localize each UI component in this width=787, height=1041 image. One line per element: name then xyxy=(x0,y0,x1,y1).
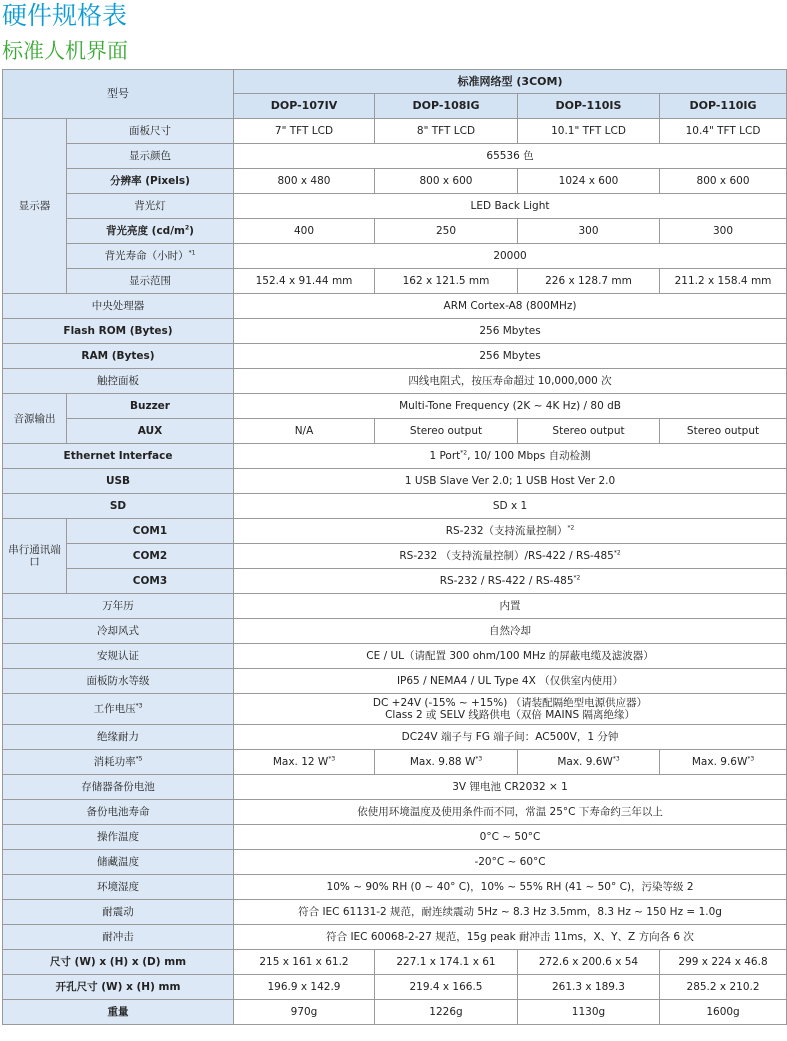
footnote-ref: *5 xyxy=(135,755,143,763)
table-row xyxy=(3,825,787,850)
row-label: Ethernet Interface xyxy=(3,444,234,469)
row-label: 耐震动 xyxy=(3,900,234,925)
footnote-ref: *1 xyxy=(188,249,196,257)
table-row xyxy=(3,469,787,494)
row-label: SD xyxy=(3,494,234,519)
table-cell: 1226g xyxy=(375,1000,518,1025)
row-label: USB xyxy=(3,469,234,494)
table-cell: 20000 xyxy=(234,244,787,269)
row-label: 显示范围 xyxy=(67,269,234,294)
table-cell: Stereo output xyxy=(518,419,660,444)
table-cell: 依使用环境温度及使用条件而不同，常温 25°C 下寿命约三年以上 xyxy=(234,800,787,825)
table-cell: 162 x 121.5 mm xyxy=(375,269,518,294)
table-row xyxy=(3,419,787,444)
table-cell xyxy=(234,694,787,725)
row-label: 显示颜色 xyxy=(67,144,234,169)
footnote-ref: *2 xyxy=(613,549,621,557)
row-label: RAM (Bytes) xyxy=(3,344,234,369)
row-label: COM2 xyxy=(67,544,234,569)
table-cell: 符合 IEC 60068-2-27 规范，15g peak 耐冲击 11ms，X、Y、Z 方向各 6 次 xyxy=(234,925,787,950)
table-cell: 1600g xyxy=(660,1000,787,1025)
table-cell xyxy=(375,750,518,775)
footnote-ref: *2 xyxy=(573,574,581,582)
cell-line: DC +24V (-15% ~ +15%) （请装配隔绝型电源供应器） xyxy=(372,697,648,709)
table-cell: N/A xyxy=(234,419,375,444)
row-label: 万年历 xyxy=(3,594,234,619)
table-cell: 1024 x 600 xyxy=(518,169,660,194)
table-cell: 300 xyxy=(660,219,787,244)
row-label: 安规认证 xyxy=(3,644,234,669)
table-cell: 内置 xyxy=(234,594,787,619)
cell-text: , 10/ 100 Mbps 自动检测 xyxy=(467,450,591,462)
row-label: 面板防水等级 xyxy=(3,669,234,694)
row-label: 开孔尺寸 (W) x (H) mm xyxy=(3,975,234,1000)
table-row xyxy=(3,194,787,219)
table-cell: -20°C ~ 60°C xyxy=(234,850,787,875)
table-cell: 256 Mbytes xyxy=(234,344,787,369)
cell-text: RS-232（支持流量控制） xyxy=(445,525,568,537)
table-row xyxy=(3,750,787,775)
table-cell: Stereo output xyxy=(660,419,787,444)
row-label xyxy=(3,750,234,775)
table-row xyxy=(3,219,787,244)
table-cell: 自然冷却 xyxy=(234,619,787,644)
header-row xyxy=(3,70,787,94)
table-cell: 261.3 x 189.3 xyxy=(518,975,660,1000)
cell-text: RS-232 （支持流量控制）/RS-422 / RS-485 xyxy=(399,550,614,562)
table-row xyxy=(3,369,787,394)
table-cell xyxy=(234,444,787,469)
table-row xyxy=(3,975,787,1000)
page-title: 硬件规格表 xyxy=(2,1,128,30)
table-cell: 65536 色 xyxy=(234,144,787,169)
table-cell xyxy=(234,569,787,594)
model-name: DOP-110IG xyxy=(660,94,787,119)
cell-text: RS-232 / RS-422 / RS-485 xyxy=(439,575,574,587)
table-row xyxy=(3,519,787,544)
spec-table xyxy=(2,69,787,1025)
table-cell: 800 x 600 xyxy=(375,169,518,194)
table-row xyxy=(3,950,787,975)
row-label: COM1 xyxy=(67,519,234,544)
footnote-ref: *3 xyxy=(475,755,483,763)
row-label: COM3 xyxy=(67,569,234,594)
table-row xyxy=(3,544,787,569)
model-header: 型号 xyxy=(3,70,234,119)
table-cell: 0°C ~ 50°C xyxy=(234,825,787,850)
row-label: AUX xyxy=(67,419,234,444)
table-cell: 215 x 161 x 61.2 xyxy=(234,950,375,975)
label-text: 背光亮度 (cd/m xyxy=(106,225,185,237)
table-row xyxy=(3,800,787,825)
row-label: Buzzer xyxy=(67,394,234,419)
row-label: 触控面板 xyxy=(3,369,234,394)
table-cell xyxy=(518,750,660,775)
table-row xyxy=(3,119,787,144)
row-label: 背光灯 xyxy=(67,194,234,219)
table-row xyxy=(3,494,787,519)
row-label: 存储器备份电池 xyxy=(3,775,234,800)
model-name: DOP-108IG xyxy=(375,94,518,119)
table-cell: 300 xyxy=(518,219,660,244)
row-label: 备份电池寿命 xyxy=(3,800,234,825)
table-cell xyxy=(234,519,787,544)
row-label: 耐冲击 xyxy=(3,925,234,950)
table-cell: 800 x 480 xyxy=(234,169,375,194)
table-row xyxy=(3,394,787,419)
cell-line: Class 2 或 SELV 线路供电（双倍 MAINS 隔离绝缘） xyxy=(385,709,635,721)
table-cell: 196.9 x 142.9 xyxy=(234,975,375,1000)
table-row xyxy=(3,644,787,669)
table-cell: ARM Cortex-A8 (800MHz) xyxy=(234,294,787,319)
row-label: 环境湿度 xyxy=(3,875,234,900)
row-label: 操作温度 xyxy=(3,825,234,850)
table-row xyxy=(3,1000,787,1025)
table-row xyxy=(3,594,787,619)
cell-text: Max. 9.88 W xyxy=(409,756,476,768)
model-name: DOP-107IV xyxy=(234,94,375,119)
table-row xyxy=(3,444,787,469)
cell-text: Max. 9.6W xyxy=(557,756,613,768)
table-cell: 10% ~ 90% RH (0 ~ 40° C)，10% ~ 55% RH (41 ~ 50° C)，污染等级 2 xyxy=(234,875,787,900)
footnote-ref: *3 xyxy=(747,755,755,763)
table-row xyxy=(3,900,787,925)
table-cell: 152.4 x 91.44 mm xyxy=(234,269,375,294)
table-cell: 7" TFT LCD xyxy=(234,119,375,144)
table-row xyxy=(3,775,787,800)
table-row xyxy=(3,669,787,694)
row-label: 重量 xyxy=(3,1000,234,1025)
row-group-label: 显示器 xyxy=(3,119,67,294)
table-cell: 219.4 x 166.5 xyxy=(375,975,518,1000)
table-row xyxy=(3,344,787,369)
table-cell: 10.4" TFT LCD xyxy=(660,119,787,144)
footnote-ref: *3 xyxy=(328,755,336,763)
row-label: 尺寸 (W) x (H) x (D) mm xyxy=(3,950,234,975)
table-cell: SD x 1 xyxy=(234,494,787,519)
table-cell: Multi-Tone Frequency (2K ~ 4K Hz) / 80 dB xyxy=(234,394,787,419)
row-label xyxy=(67,244,234,269)
table-cell: DC24V 端子与 FG 端子间：AC500V，1 分钟 xyxy=(234,725,787,750)
table-cell: 272.6 x 200.6 x 54 xyxy=(518,950,660,975)
table-cell: LED Back Light xyxy=(234,194,787,219)
table-cell: 8" TFT LCD xyxy=(375,119,518,144)
table-cell xyxy=(660,750,787,775)
table-row xyxy=(3,569,787,594)
table-cell xyxy=(234,544,787,569)
row-label: 面板尺寸 xyxy=(67,119,234,144)
table-row xyxy=(3,294,787,319)
table-cell: 1 USB Slave Ver 2.0; 1 USB Host Ver 2.0 xyxy=(234,469,787,494)
table-cell: 227.1 x 174.1 x 61 xyxy=(375,950,518,975)
table-row xyxy=(3,244,787,269)
table-cell: 211.2 x 158.4 mm xyxy=(660,269,787,294)
cell-text: Max. 12 W xyxy=(272,756,329,768)
label-text: ) xyxy=(189,225,194,237)
table-cell: 299 x 224 x 46.8 xyxy=(660,950,787,975)
row-label: 储藏温度 xyxy=(3,850,234,875)
row-label: 冷却风式 xyxy=(3,619,234,644)
row-label: 分辨率 (Pixels) xyxy=(67,169,234,194)
cell-text: 1 Port xyxy=(429,450,461,462)
table-row xyxy=(3,169,787,194)
table-cell: Stereo output xyxy=(375,419,518,444)
table-cell: 800 x 600 xyxy=(660,169,787,194)
table-row xyxy=(3,619,787,644)
table-cell: 400 xyxy=(234,219,375,244)
table-cell: 285.2 x 210.2 xyxy=(660,975,787,1000)
table-row xyxy=(3,850,787,875)
footnote-ref: *2 xyxy=(460,449,468,457)
row-label xyxy=(67,219,234,244)
label-text: 工作电压 xyxy=(93,703,136,715)
table-row xyxy=(3,725,787,750)
group-header: 标准网络型 (3COM) xyxy=(234,70,787,94)
table-cell: 256 Mbytes xyxy=(234,319,787,344)
table-cell: 226 x 128.7 mm xyxy=(518,269,660,294)
superscript: 2 xyxy=(184,224,190,232)
table-cell: 符合 IEC 61131-2 规范，耐连续震动 5Hz ~ 8.3 Hz 3.5mm，8.3 Hz ~ 150 Hz = 1.0g xyxy=(234,900,787,925)
table-row xyxy=(3,694,787,725)
table-row xyxy=(3,875,787,900)
row-label: Flash ROM (Bytes) xyxy=(3,319,234,344)
table-row xyxy=(3,925,787,950)
row-label xyxy=(3,694,234,725)
table-cell: 10.1" TFT LCD xyxy=(518,119,660,144)
row-label: 绝缘耐力 xyxy=(3,725,234,750)
table-row xyxy=(3,269,787,294)
table-row xyxy=(3,144,787,169)
table-cell: 3V 锂电池 CR2032 × 1 xyxy=(234,775,787,800)
table-cell: 1130g xyxy=(518,1000,660,1025)
footnote-ref: *2 xyxy=(567,524,575,532)
table-cell: 250 xyxy=(375,219,518,244)
label-text: 消耗功率 xyxy=(93,756,136,768)
row-group-label: 串行通讯端口 xyxy=(3,519,67,594)
model-name: DOP-110IS xyxy=(518,94,660,119)
footnote-ref: *3 xyxy=(135,702,143,710)
label-text: 背光寿命（小时） xyxy=(104,250,189,262)
row-label: 中央处理器 xyxy=(3,294,234,319)
table-cell xyxy=(234,750,375,775)
table-cell: 970g xyxy=(234,1000,375,1025)
table-row xyxy=(3,319,787,344)
table-cell: 四线电阻式，按压寿命超过 10,000,000 次 xyxy=(234,369,787,394)
footnote-ref: *3 xyxy=(612,755,620,763)
table-cell: CE / UL（请配置 300 ohm/100 MHz 的屏蔽电缆及滤波器） xyxy=(234,644,787,669)
cell-text: Max. 9.6W xyxy=(691,756,748,768)
row-group-label: 音源输出 xyxy=(3,394,67,444)
table-cell: IP65 / NEMA4 / UL Type 4X （仅供室内使用） xyxy=(234,669,787,694)
page-subtitle: 标准人机界面 xyxy=(2,39,128,63)
